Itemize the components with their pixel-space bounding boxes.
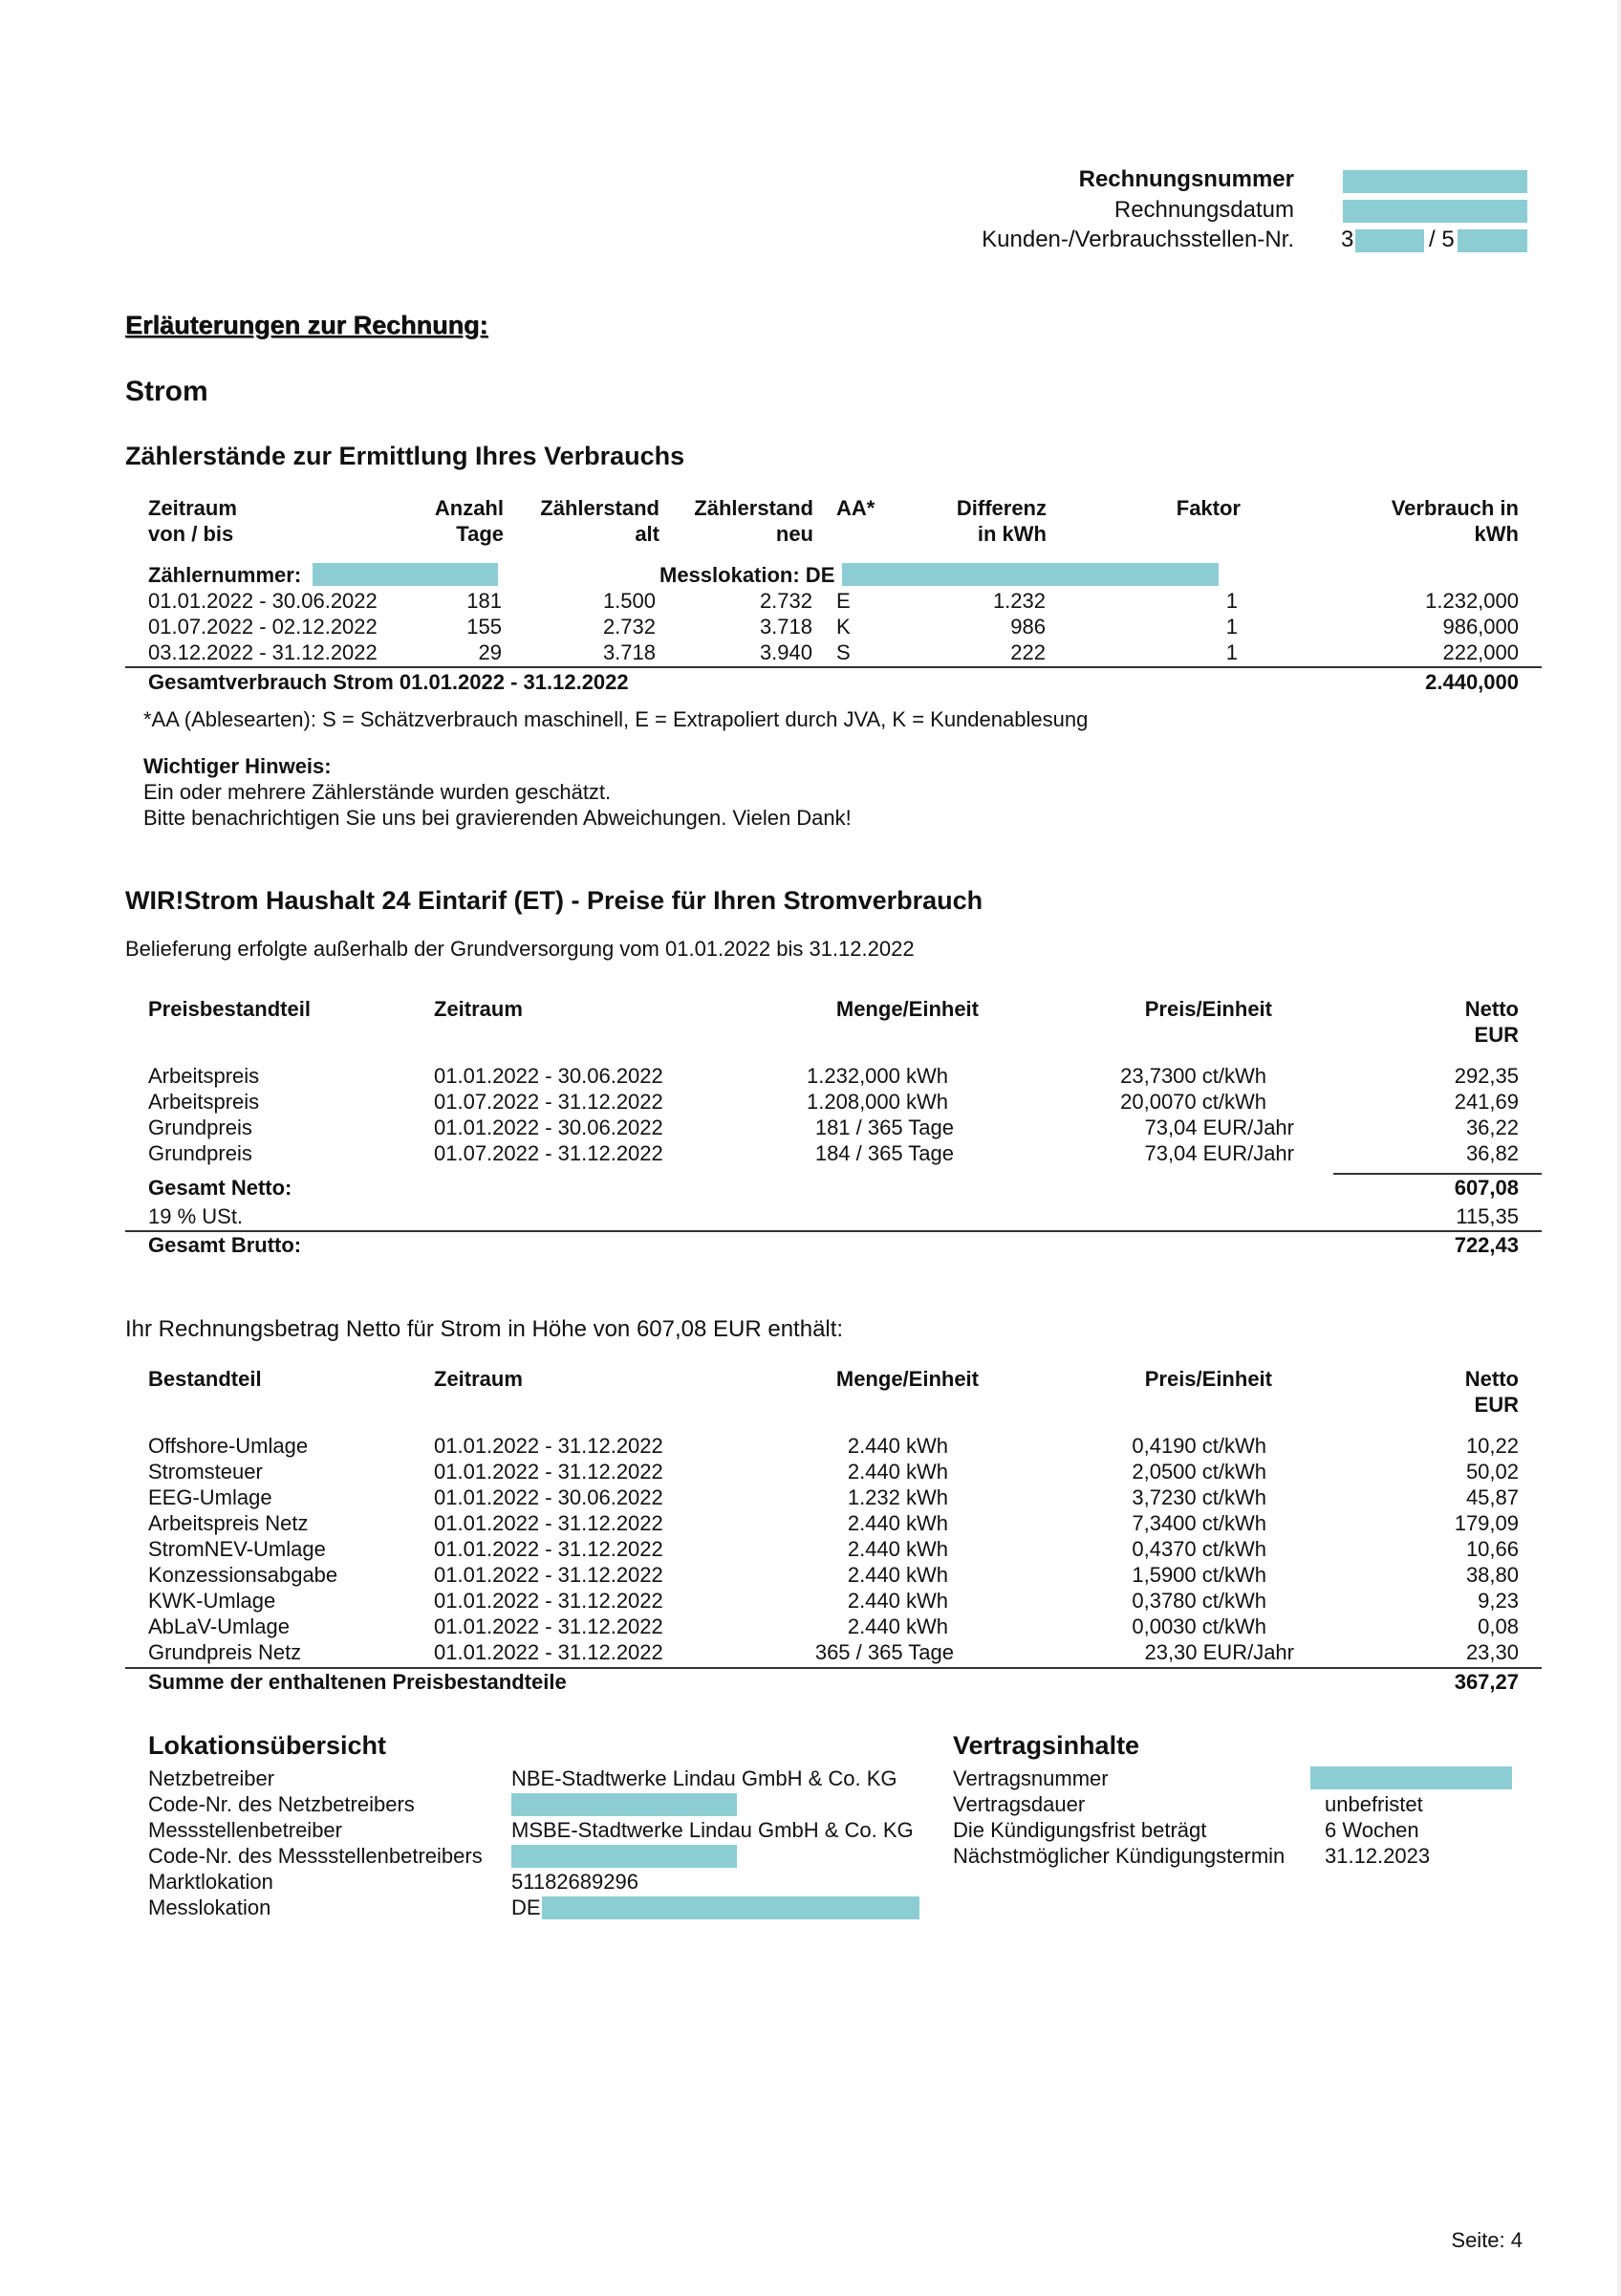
row-new: 3.718 [759,615,812,639]
row-price: 23,30 EUR/Jahr [1144,1640,1294,1664]
row-period: 01.07.2022 - 31.12.2022 [434,1141,663,1165]
row-days: 29 [478,640,502,664]
row-price: 1,5900 ct/kWh [1132,1563,1266,1587]
row-component: Grundpreis [148,1116,252,1139]
col-component: Bestandteil [148,1367,262,1391]
meter-total-label: Gesamtverbrauch Strom 01.01.2022 - 31.12.2022 [148,670,629,694]
col-net: Netto [1464,1367,1519,1391]
contract-duration-value: unbefristet [1325,1792,1423,1816]
page-edge [1617,0,1621,2296]
row-price: 20,0070 ct/kWh [1120,1090,1266,1114]
row-period: 03.12.2022 - 31.12.2022 [148,640,378,664]
row-usage: 986,000 [1442,615,1519,639]
row-net: 9,23 [1478,1589,1519,1613]
row-net: 179,09 [1454,1511,1519,1535]
row-net: 36,82 [1465,1141,1519,1165]
row-net: 10,66 [1465,1537,1519,1561]
col-usage-sub: kWh [1474,522,1519,546]
contract-duration-label: Vertragsdauer [953,1792,1086,1816]
row-period: 01.01.2022 - 30.06.2022 [434,1064,663,1088]
total-gross-label: Gesamt Brutto: [148,1233,302,1257]
notice-line-2: Bitte benachrichtigen Sie uns bei gravierenden Abweichungen. Vielen Dank! [143,806,852,830]
row-qty: 365 / 365 Tage [814,1640,954,1664]
vat-label: 19 % USt. [148,1204,244,1228]
col-qty: Menge/Einheit [835,997,979,1021]
row-net: 10,22 [1465,1434,1519,1458]
row-price: 0,4190 ct/kWh [1132,1434,1266,1458]
row-qty: 1.232 kWh [847,1485,948,1509]
col-qty: Menge/Einheit [835,1367,979,1391]
invoice-date-label: Rechnungsdatum [1113,197,1294,223]
row-price: 0,3780 ct/kWh [1132,1589,1266,1613]
col-period: Zeitraum [434,1367,523,1391]
redacted-contract-number [1310,1766,1512,1789]
row-period: 01.01.2022 - 31.12.2022 [434,1640,663,1664]
col-net-sub: EUR [1474,1023,1519,1047]
row-qty: 2.440 kWh [847,1537,948,1561]
row-net: 0,08 [1478,1614,1519,1638]
row-new: 3.940 [759,640,812,664]
col-net: Netto [1464,997,1519,1021]
notice-title: Wichtiger Hinweis: [143,754,332,778]
meter-total-value: 2.440,000 [1425,670,1519,694]
redacted-invoice-date [1343,200,1527,223]
total-net-value: 607,08 [1454,1176,1519,1200]
meter-number-label: Zählernummer: [148,563,302,587]
divider [125,1230,1542,1232]
row-net: 38,80 [1465,1563,1519,1587]
meter-code-label: Code-Nr. des Messstellenbetreibers [148,1844,483,1868]
contract-title: Vertragsinhalte [953,1731,1140,1760]
row-usage: 1.232,000 [1425,589,1519,613]
row-period: 01.01.2022 - 31.12.2022 [434,1563,663,1587]
row-qty: 1.232,000 kWh [807,1064,948,1088]
redacted-measure-location [542,1896,919,1919]
next-termination-value: 31.12.2023 [1325,1844,1431,1868]
prices-title: WIR!Strom Haushalt 24 Eintarif (ET) - Preise für Ihren Stromverbrauch [125,886,983,915]
row-factor: 1 [1225,640,1238,664]
col-new-sub: neu [775,522,813,546]
row-period: 01.01.2022 - 30.06.2022 [148,589,378,613]
row-price: 73,04 EUR/Jahr [1144,1141,1294,1165]
col-days-sub: Tage [456,522,504,546]
row-qty: 2.440 kWh [847,1434,948,1458]
row-net: 241,69 [1454,1090,1519,1114]
row-net: 292,35 [1454,1064,1519,1088]
redacted-invoice-number [1343,170,1527,193]
col-price: Preis/Einheit [1144,997,1272,1021]
row-period: 01.01.2022 - 30.06.2022 [434,1485,663,1509]
row-component: Arbeitspreis Netz [148,1511,309,1535]
row-component: Grundpreis [148,1141,252,1165]
col-component: Preisbestandteil [148,997,311,1021]
contained-sum-value: 367,27 [1454,1670,1519,1694]
row-old: 3.718 [602,640,656,664]
measure-location-prefix: DE [511,1895,541,1919]
row-old: 2.732 [602,615,656,639]
total-gross-value: 722,43 [1454,1233,1519,1257]
col-aa: AA* [836,496,875,520]
row-net: 36,22 [1465,1116,1519,1139]
row-factor: 1 [1225,589,1238,613]
redacted-customer-number [1355,229,1424,252]
row-period: 01.07.2022 - 31.12.2022 [434,1090,663,1114]
messlokation-label: Messlokation: DE [659,563,835,587]
divider [125,666,1542,668]
row-aa: K [836,615,851,639]
col-days: Anzahl [434,496,504,520]
row-diff: 986 [1010,615,1046,639]
contained-intro: Ihr Rechnungsbetrag Netto für Strom in Höhe von 607,08 EUR enthält: [125,1316,844,1342]
col-period: Zeitraum [148,496,237,520]
col-old-sub: alt [635,522,659,546]
row-price: 23,7300 ct/kWh [1120,1064,1266,1088]
customer-number-prefix: 3 [1341,227,1354,252]
grid-code-label: Code-Nr. des Netzbetreibers [148,1792,415,1816]
vat-value: 115,35 [1456,1204,1519,1228]
customer-number-separator: / 5 [1429,227,1455,252]
row-price: 73,04 EUR/Jahr [1144,1116,1294,1139]
row-component: AbLaV-Umlage [148,1614,290,1638]
row-price: 7,3400 ct/kWh [1132,1511,1266,1535]
row-net: 50,02 [1465,1460,1519,1484]
section-strom-title: Strom [125,376,208,407]
col-net-sub: EUR [1474,1393,1519,1417]
row-component: Konzessionsabgabe [148,1563,338,1587]
redacted-meter-code [511,1845,737,1868]
market-location-value: 51182689296 [511,1870,638,1894]
row-qty: 184 / 365 Tage [814,1141,954,1165]
row-price: 0,4370 ct/kWh [1132,1537,1266,1561]
row-period: 01.01.2022 - 31.12.2022 [434,1434,663,1458]
row-qty: 1.208,000 kWh [807,1090,948,1114]
prices-subtitle: Belieferung erfolgte außerhalb der Grundversorgung vom 01.01.2022 bis 31.12.2022 [125,937,915,961]
row-aa: E [836,589,851,613]
row-qty: 181 / 365 Tage [814,1116,954,1139]
col-diff: Differenz [956,496,1047,520]
redacted-grid-code [511,1793,737,1816]
total-net-label: Gesamt Netto: [148,1176,292,1200]
row-component: Stromsteuer [148,1460,263,1484]
row-diff: 222 [1010,640,1046,664]
row-days: 181 [466,589,502,613]
row-new: 2.732 [759,589,812,613]
row-period: 01.01.2022 - 31.12.2022 [434,1511,663,1535]
row-days: 155 [466,615,502,639]
row-period: 01.01.2022 - 31.12.2022 [434,1589,663,1613]
redacted-meter-number [313,563,498,586]
grid-operator-label: Netzbetreiber [148,1766,275,1790]
row-aa: S [836,640,851,664]
row-component: EEG-Umlage [148,1485,272,1509]
row-net: 23,30 [1465,1640,1519,1664]
col-usage: Verbrauch in [1391,496,1519,520]
invoice-number-label: Rechnungsnummer [1078,166,1294,192]
grid-operator-value: NBE-Stadtwerke Lindau GmbH & Co. KG [511,1766,897,1790]
meter-operator-label: Messstellenbetreiber [148,1818,342,1842]
location-title: Lokationsübersicht [148,1731,387,1760]
col-new: Zählerstand [694,496,813,520]
notice-period-value: 6 Wochen [1325,1818,1419,1842]
redacted-messlokation [842,563,1219,586]
redacted-consumption-point [1458,229,1527,252]
col-old: Zählerstand [540,496,659,520]
contained-sum-label: Summe der enthaltenen Preisbestandteile [148,1670,567,1694]
col-period: Zeitraum [434,997,523,1021]
row-component: Grundpreis Netz [148,1640,302,1664]
row-usage: 222,000 [1442,640,1519,664]
market-location-label: Marktlokation [148,1870,273,1894]
meter-readings-title: Zählerstände zur Ermittlung Ihres Verbrauchs [125,442,685,470]
row-price: 3,7230 ct/kWh [1132,1485,1266,1509]
row-old: 1.500 [602,589,656,613]
next-termination-label: Nächstmöglicher Kündigungstermin [953,1844,1286,1868]
customer-number-label: Kunden-/Verbrauchsstellen-Nr. [982,227,1294,252]
col-factor: Faktor [1176,496,1241,520]
row-qty: 2.440 kWh [847,1563,948,1587]
row-qty: 2.440 kWh [847,1511,948,1535]
row-net: 45,87 [1465,1485,1519,1509]
col-diff-sub: in kWh [977,522,1047,546]
row-component: KWK-Umlage [148,1589,276,1613]
row-component: Arbeitspreis [148,1090,260,1114]
row-diff: 1.232 [992,589,1046,613]
meter-operator-value: MSBE-Stadtwerke Lindau GmbH & Co. KG [511,1818,914,1842]
row-qty: 2.440 kWh [847,1460,948,1484]
row-period: 01.01.2022 - 31.12.2022 [434,1614,663,1638]
explanation-title: Erläuterungen zur Rechnung: [125,311,488,339]
row-period: 01.01.2022 - 31.12.2022 [434,1537,663,1561]
row-period: 01.01.2022 - 31.12.2022 [434,1460,663,1484]
row-qty: 2.440 kWh [847,1589,948,1613]
notice-line-1: Ein oder mehrere Zählerstände wurden geschätzt. [143,780,612,804]
row-component: Offshore-Umlage [148,1434,309,1458]
row-price: 2,0500 ct/kWh [1132,1460,1266,1484]
notice-period-label: Die Kündigungsfrist beträgt [953,1818,1207,1842]
row-period: 01.07.2022 - 02.12.2022 [148,615,378,639]
row-period: 01.01.2022 - 30.06.2022 [434,1116,663,1139]
contract-number-label: Vertragsnummer [953,1766,1109,1790]
col-price: Preis/Einheit [1144,1367,1272,1391]
row-component: StromNEV-Umlage [148,1537,326,1561]
page-number: Seite: 4 [1451,2228,1523,2252]
measure-location-label: Messlokation [148,1895,271,1919]
row-component: Arbeitspreis [148,1064,260,1088]
row-price: 0,0030 ct/kWh [1132,1614,1266,1638]
meter-footnote: *AA (Ablesearten): S = Schätzverbrauch maschinell, E = Extrapoliert durch JVA, K = Kundenablesung [143,707,1089,731]
row-qty: 2.440 kWh [847,1614,948,1638]
col-period-sub: von / bis [148,522,234,546]
row-factor: 1 [1225,615,1238,639]
